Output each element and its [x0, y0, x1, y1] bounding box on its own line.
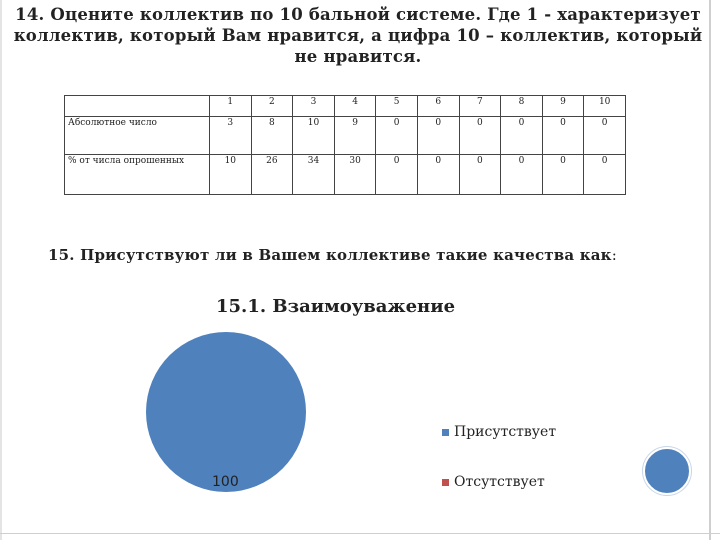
- table-header-cell: 10: [584, 96, 626, 117]
- table-header-cell: 6: [417, 96, 459, 117]
- legend-swatch-present: [442, 429, 449, 436]
- table-cell: 10: [210, 155, 252, 195]
- table-cell: 0: [542, 155, 584, 195]
- pie-slices: [146, 332, 306, 492]
- question-15-text: 15. Присутствуют ли в Вашем коллективе такие качества как: [48, 246, 612, 264]
- row-label-absolute: Абсолютное число: [65, 117, 210, 155]
- legend-swatch-absent: [442, 479, 449, 486]
- row-label-percent: % от числа опрошенных: [65, 155, 210, 195]
- table-cell: 0: [501, 155, 543, 195]
- pie-data-label: 100: [212, 474, 239, 490]
- table-header-cell: 9: [542, 96, 584, 117]
- table-cell: 0: [459, 155, 501, 195]
- table-cell: 26: [251, 155, 293, 195]
- table-header-cell: 5: [376, 96, 418, 117]
- table-cell: 9: [334, 117, 376, 155]
- question-15-colon: :: [611, 246, 617, 264]
- legend-item-present: [442, 424, 556, 440]
- table-header-cell: 8: [501, 96, 543, 117]
- table-header-cell: 7: [459, 96, 501, 117]
- table-cell: 8: [251, 117, 293, 155]
- question-14-line-2: коллектив, который Вам нравится, а цифра 10 – коллектив, который: [13, 26, 703, 45]
- table-cell: 0: [376, 117, 418, 155]
- question-14-line-1: 14. Оцените коллектив по 10 бальной системе. Где 1 - характеризует: [15, 5, 701, 24]
- table-cell: 34: [293, 155, 335, 195]
- table-cell: 0: [417, 155, 459, 195]
- table-cell: 0: [501, 117, 543, 155]
- decorative-circle: [643, 447, 691, 495]
- question-14-line-3: не нравится.: [294, 47, 422, 66]
- chart-title: 15.1. Взаимоуважение: [216, 296, 456, 317]
- table-cell: 0: [417, 117, 459, 155]
- table-header-cell: 3: [293, 96, 335, 117]
- table-header-cell: 1: [210, 96, 252, 117]
- pie-slice-present: [146, 332, 306, 492]
- legend-label-present: Присутствует: [454, 424, 557, 440]
- table-cell: 30: [334, 155, 376, 195]
- table-cell: 0: [584, 155, 626, 195]
- table-cell: 0: [376, 155, 418, 195]
- table-cell: 10: [293, 117, 335, 155]
- legend-item-absent: [442, 474, 545, 490]
- table-header-cell: 4: [334, 96, 376, 117]
- table-cell: 0: [584, 117, 626, 155]
- table-cell: 3: [210, 117, 252, 155]
- table-cell: 0: [542, 117, 584, 155]
- table-cell: 0: [459, 117, 501, 155]
- table-header-cell: 2: [251, 96, 293, 117]
- legend-label-absent: Отсутствует: [454, 474, 545, 490]
